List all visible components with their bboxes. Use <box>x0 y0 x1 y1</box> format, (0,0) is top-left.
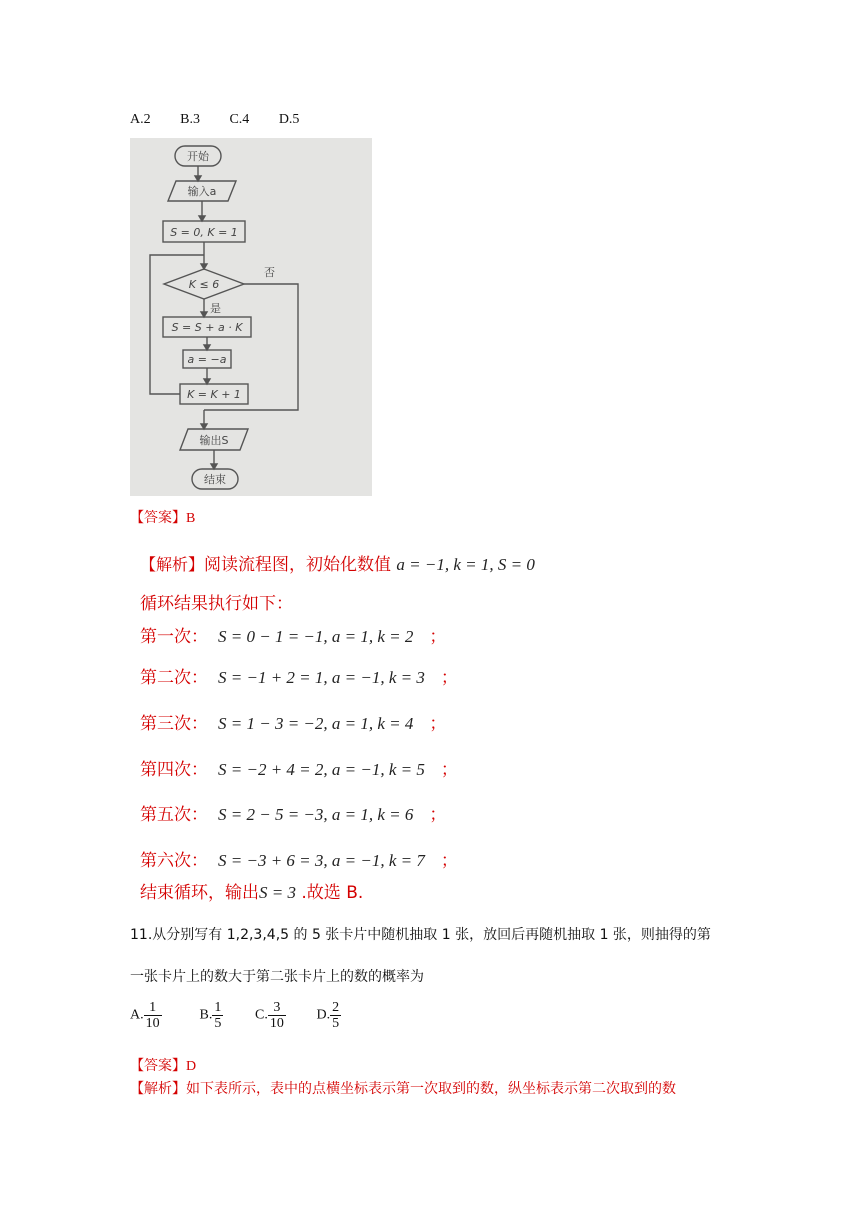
row-label: 第五次： <box>140 805 208 825</box>
fraction <box>268 1000 286 1031</box>
analysis-row-4 <box>140 755 458 780</box>
row-end: ； <box>440 760 458 780</box>
flow-init-text: S = 0, K = 1 <box>170 226 238 239</box>
flow-output-text: 输出S <box>199 434 229 447</box>
answer-label: 【答案】 <box>130 510 186 526</box>
denominator: 10 <box>269 1016 284 1031</box>
numerator: 1 <box>214 1000 222 1015</box>
conclusion-math: S = 3 <box>259 883 296 902</box>
analysis-intro-math: a = −1, k = 1, S = 0 <box>396 555 535 574</box>
analysis-label: 【解析】 <box>140 555 205 574</box>
analysis-conclusion <box>140 878 363 903</box>
fraction <box>212 1000 223 1031</box>
analysis-row-3 <box>140 709 446 734</box>
row-label: 第一次： <box>140 627 208 647</box>
row-math: S = −1 + 2 = 1, a = −1, k = 3 <box>218 668 425 687</box>
choice-a <box>130 1000 196 1031</box>
row-label: 第二次： <box>140 668 208 688</box>
row-end: ； <box>440 851 458 871</box>
row-math: S = 2 − 5 = −3, a = 1, k = 6 <box>218 805 414 824</box>
answer-line-1 <box>130 507 195 527</box>
choice-letter: C. <box>255 1007 268 1023</box>
flow-step3-text: K = K + 1 <box>187 388 241 401</box>
row-math: S = 1 − 3 = −2, a = 1, k = 4 <box>218 714 414 733</box>
analysis-line-2 <box>130 1078 676 1098</box>
question11-line1: 11.从分别写有 1,2,3,4,5 的 5 张卡片中随机抽取 1 张，放回后再随机抽取 1 张，则抽得的第 <box>130 927 711 943</box>
question11-line2: 一张卡片上的数大于第二张卡片上的数的概率为 <box>130 969 424 985</box>
option-b: B.3 <box>180 112 200 127</box>
row-label: 第四次： <box>140 760 208 780</box>
analysis-row-5 <box>140 800 446 825</box>
flow-yes-label: 是 <box>210 302 221 315</box>
flow-end-text: 结束 <box>204 473 226 486</box>
choice-letter: D. <box>316 1007 331 1023</box>
analysis-row-1 <box>140 622 446 647</box>
fraction <box>330 1000 341 1031</box>
flow-input-text: 输入a <box>187 185 217 198</box>
flow-start-text: 开始 <box>187 150 209 163</box>
numerator: 3 <box>268 1000 286 1016</box>
flow-no-label: 否 <box>264 266 275 279</box>
denominator: 10 <box>145 1016 160 1031</box>
choice-letter: A. <box>130 1007 144 1023</box>
numerator: 1 <box>144 1000 162 1016</box>
denominator: 5 <box>214 1016 222 1031</box>
analysis-row-2 <box>140 663 458 688</box>
analysis-line2: 循环结果执行如下： <box>140 594 293 614</box>
choice-b <box>200 1000 252 1031</box>
row-label: 第三次： <box>140 714 208 734</box>
flow-step1-text: S = S + a · K <box>171 321 243 334</box>
answer-value: D <box>186 1059 197 1074</box>
choice-letter: B. <box>199 1007 213 1023</box>
conclusion-text: 结束循环，输出 <box>140 883 259 903</box>
analysis-intro <box>140 550 535 575</box>
question11-choices <box>130 1000 367 1031</box>
analysis-label: 【解析】 <box>130 1081 186 1097</box>
row-end: ； <box>429 627 447 647</box>
flow-decision-text: K ≤ 6 <box>188 278 220 291</box>
row-label: 第六次： <box>140 851 208 871</box>
analysis-intro-text: 阅读流程图，初始化数值 <box>204 555 392 575</box>
option-c: C.4 <box>229 112 250 127</box>
flow-step2-text: a = −a <box>187 353 227 366</box>
option-a: A.2 <box>130 112 151 127</box>
analysis-text: 如下表所示，表中的点横坐标表示第一次取到的数，纵坐标表示第二次取到的数 <box>186 1081 676 1097</box>
option-d: D.5 <box>278 112 300 127</box>
answer-value: B <box>186 511 196 526</box>
flowchart-image <box>130 138 372 496</box>
analysis-row-6 <box>140 846 458 871</box>
conclusion-end: .故选 B. <box>295 883 364 903</box>
answer-label: 【答案】 <box>130 1058 186 1074</box>
numerator: 2 <box>332 1000 340 1015</box>
fraction <box>144 1000 162 1031</box>
choice-c <box>255 1000 313 1031</box>
row-math: S = −3 + 6 = 3, a = −1, k = 7 <box>218 851 425 870</box>
row-end: ； <box>429 714 447 734</box>
choice-d <box>317 1000 367 1031</box>
answer-line-2 <box>130 1055 196 1075</box>
question10-options <box>130 112 325 128</box>
row-end: ； <box>440 668 458 688</box>
row-math: S = −2 + 4 = 2, a = −1, k = 5 <box>218 760 425 779</box>
row-math: S = 0 − 1 = −1, a = 1, k = 2 <box>218 627 414 646</box>
row-end: ； <box>429 805 447 825</box>
denominator: 5 <box>332 1016 340 1031</box>
